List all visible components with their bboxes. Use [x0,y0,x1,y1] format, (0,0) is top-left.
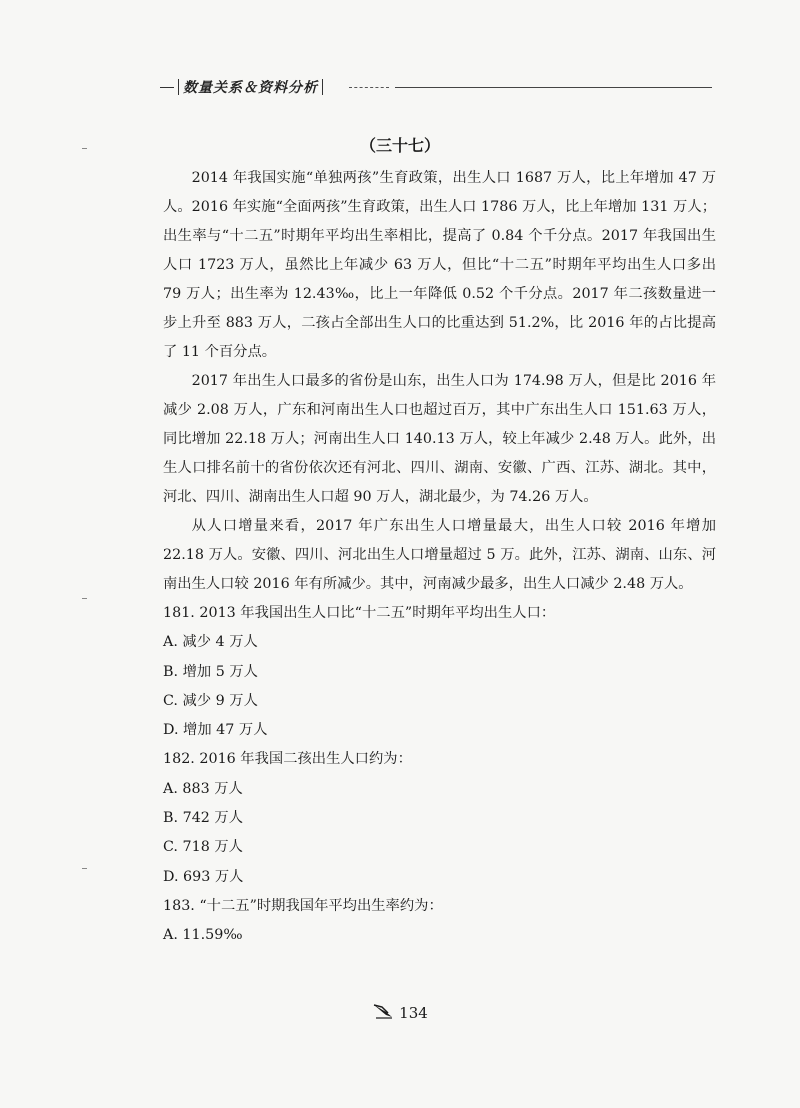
pen-nib-icon [372,1003,396,1023]
option-a: A. 883 万人 [163,780,243,797]
header-rule [395,87,712,88]
section-title: （三十七） [359,136,440,155]
option-d: D. 增加 47 万人 [163,722,268,739]
question-stem: 183. “十二五”时期我国年平均出生率约为： [163,897,443,914]
question-stem: 182. 2016 年我国二孩出生人口约为： [163,751,412,768]
header-title: 数量关系＆资料分析 [183,80,318,96]
page-number: 134 [399,1004,428,1022]
question-181 [163,599,716,745]
option-a: A. 减少 4 万人 [163,634,258,651]
margin-mark [82,598,87,599]
option-b: B. 742 万人 [163,810,244,827]
paragraph-2: 2017 年出生人口最多的省份是山东，出生人口为 174.98 万人，但是比 2016 年减少 2.08 万人，广东和河南出生人口也超过百万，其中广东出生人口 151.63 万人，同比增加 22.18 万人；河南出生人口 140.13 万人，较上年减少 2.48 万人。此外，出生人口排名前十的省份依次还有河北、四川、湖南、安徽、广西、江苏、湖北。其中，河北、四川、湖南出生人口超 90 万人，湖北最少，为 74.26 万人。 [163,373,716,505]
option-c: C. 718 万人 [163,839,243,856]
header-tick [160,87,174,88]
running-header [160,76,712,98]
option-c: C. 减少 9 万人 [163,692,258,709]
option-b: B. 增加 5 万人 [163,663,258,680]
page-footer [0,1003,800,1023]
header-bar-left [178,79,179,95]
paragraph-1: 2014 年我国实施“单独两孩”生育政策，出生人口 1687 万人，比上年增加 47 万人。2016 年实施“全面两孩”生育政策，出生人口 1786 万人，比上年增加 131 万人；出生率与“十二五”时期年平均出生率相比，提高了 0.84 个千分点。2017 年我国出生人口 1723 万人，虽然比上年减少 63 万人，但比“十二五”时期年平均出生人口多出 79 万人；出生率为 12.43‰，比上一年降低 0.52 个千分点。2017 年二孩数量进一步上升至 883 万人，二孩占全部出生人口的比重达到 51.2%，比 2016 年的占比提高了 11 个百分点。 [163,170,716,360]
header-dashes [349,87,389,88]
header-bar-right [322,79,323,95]
question-stem: 181. 2013 年我国出生人口比“十二五”时期年平均出生人口： [163,605,556,621]
paragraph-3: 从人口增量来看，2017 年广东出生人口增量最大，出生人口较 2016 年增加 22.18 万人。安徽、四川、河北出生人口增量超过 5 万。此外，江苏、湖南、山东、河南出生人口较 2016 年有所减少。其中，河南减少最多，出生人口减少 2.48 万人。 [163,518,716,592]
page-content [163,164,716,951]
question-182 [163,745,716,891]
option-a: A. 11.59‰ [163,927,243,944]
question-183 [163,892,716,951]
option-d: D. 693 万人 [163,868,244,885]
margin-mark [82,868,87,869]
margin-mark [82,148,87,149]
